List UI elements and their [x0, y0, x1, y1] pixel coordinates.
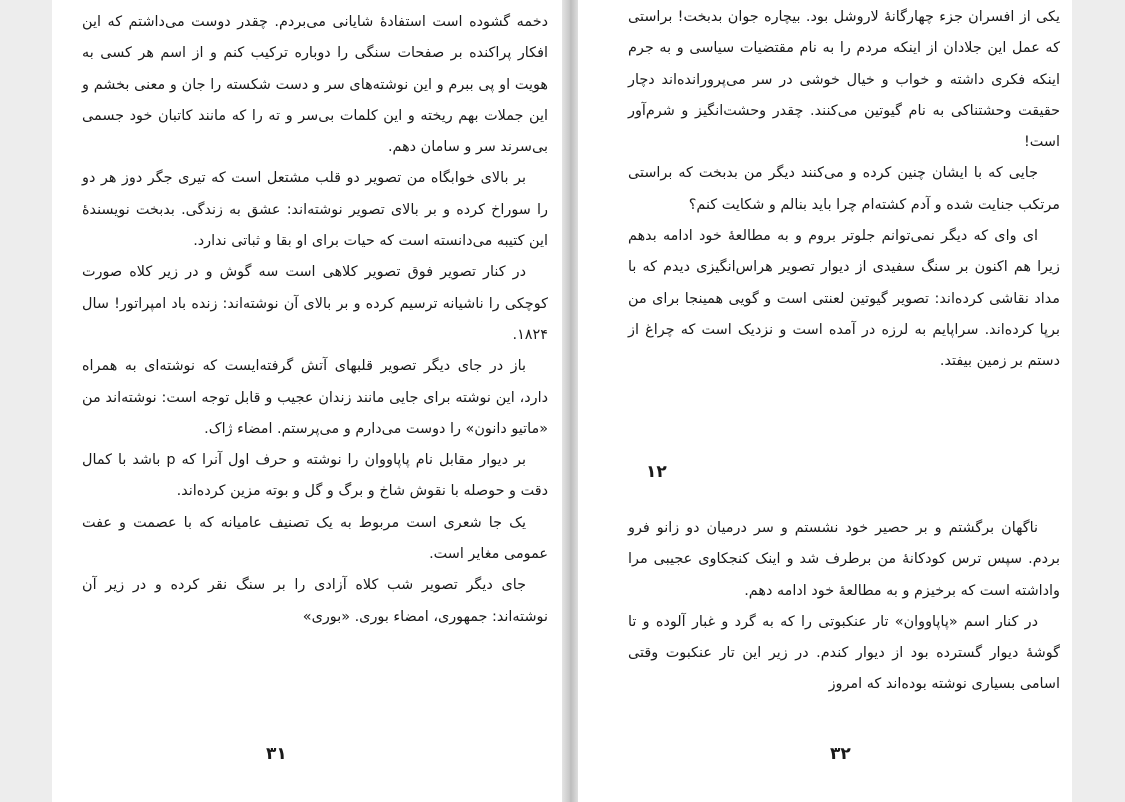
right-page: [578, 0, 1072, 802]
paragraph: جای دیگر تصویر شب کلاه آزادی را بر سنگ نقر کرده و در زیر آن نوشته‌اند: جمهوری، امضاء بوری. «بوری»: [82, 577, 548, 625]
paragraph: دخمه گشوده است استفادهٔ شایانی می‌بردم. چقدر دوست می‌داشتم که این افکار پراکنده بر صفحات سنگی را دوباره ترکیب کنم و از اسم هر کسی به هویت او پی ببرم و این نوشته‌های سر و دست شکسته را جان و معنی بخشم و این جملات بهم ریخته و این کلمات بی‌سر و ته را که مانند کاتبان خود جسمی بی‌سرند سر و سامان دهم.: [82, 14, 548, 156]
paragraph: باز در جای دیگر تصویر قلبهای آتش گرفته‌ایست که نوشته‌ای به همراه دارد، این نوشته برای جایی مانند زندان عجیب و قابل توجه است: نوشته‌اند من «ماتیو دانون» را دوست می‌دارم و می‌پرستم. امضاء ژاک.: [82, 358, 548, 437]
chapter-number: ۱۲: [646, 462, 667, 482]
paragraph: یکی از افسران جزء چهارگانهٔ لاروشل بود. بیچاره جوان بدبخت! براستی که عمل این جلادان از اینکه مردم را به نام مقتضیات سیاسی و به جرم اینکه فکری داشته و خواب و خیال خوشی در سر می‌پرورانده‌اند دچار حقیقت وحشتناکی به نام گیوتین می‌کنند. چقدر وحشت‌انگیز و شرم‌آور است!: [628, 9, 1060, 151]
paragraph: در کنار تصویر فوق تصویر کلاهی است سه گوش و در زیر کلاه صورت کوچکی را ناشیانه ترسیم کرده و بر بالای آن نوشته‌اند: زنده باد امپراتور! سال ۱۸۲۴.: [82, 264, 548, 343]
paragraph: ناگهان برگشتم و بر حصیر خود نشستم و سر درمیان دو زانو فرو بردم. سپس ترس کودکانهٔ من برطرف شد و اینک کنجکاوی عجیبی مرا واداشته است که برخیزم و به مطالعهٔ خود ادامه دهم.: [628, 520, 1060, 599]
paragraph: جایی که با ایشان چنین کرده و می‌کنند دیگر من بدبخت که براستی مرتکب جنایت شده و آدم کشته‌ام چرا باید بنالم و شکایت کنم؟: [628, 165, 1060, 213]
paragraph: یک جا شعری است مربوط به یک تصنیف عامیانه که با عصمت و عفت عمومی مغایر است.: [82, 514, 548, 563]
left-page: [52, 0, 564, 802]
paragraph: در کنار اسم «پاپاووان» تار عنکبوتی را که به گرد و غبار آلوده و تا گوشهٔ دیوار گسترده بود از دیوار کندم. در زیر این تار عنکبوت وقتی اسامی بسیاری نوشته بوده‌اند که امروز: [628, 613, 1060, 693]
right-page-body-bottom: [628, 513, 1060, 701]
paragraph: بر دیوار مقابل نام پاپاووان را نوشته و حرف اول آنرا که p باشد با کمال دقت و حوصله با نقوش شاخ و برگ و گل و بوته مزین کرده‌اند.: [82, 452, 548, 500]
page-number: ۳۲: [830, 744, 851, 764]
paragraph: بر بالای خوابگاه من تصویر دو قلب مشتعل است که تیری جگر دوز هر دو را سوراخ کرده و بر بالای تصویر نوشته‌اند: عشق به زندگی. بدبخت نویسندهٔ این کتیبه می‌دانسته است که حیات برای او بقا و ثباتی ندارد.: [82, 170, 548, 250]
book-gutter: [562, 0, 578, 802]
page-number: ۳۱: [266, 744, 287, 764]
paragraph: ای وای که دیگر نمی‌توانم جلوتر بروم و به مطالعهٔ خود ادامه بدهم زیرا هم اکنون بر سنگ سفیدی از دیوار تصویر هراس‌انگیزی دیدم که با مداد نقاشی کرده‌اند: تصویر گیوتین لعنتی است و گویی همینجا برای من برپا کرده‌اند. سراپایم به لرزه در آمده است و نزدیک است که چراغ از دستم بر زمین بیفتد.: [628, 228, 1060, 370]
right-page-body-top: [628, 2, 1060, 378]
left-page-body: [82, 7, 548, 633]
